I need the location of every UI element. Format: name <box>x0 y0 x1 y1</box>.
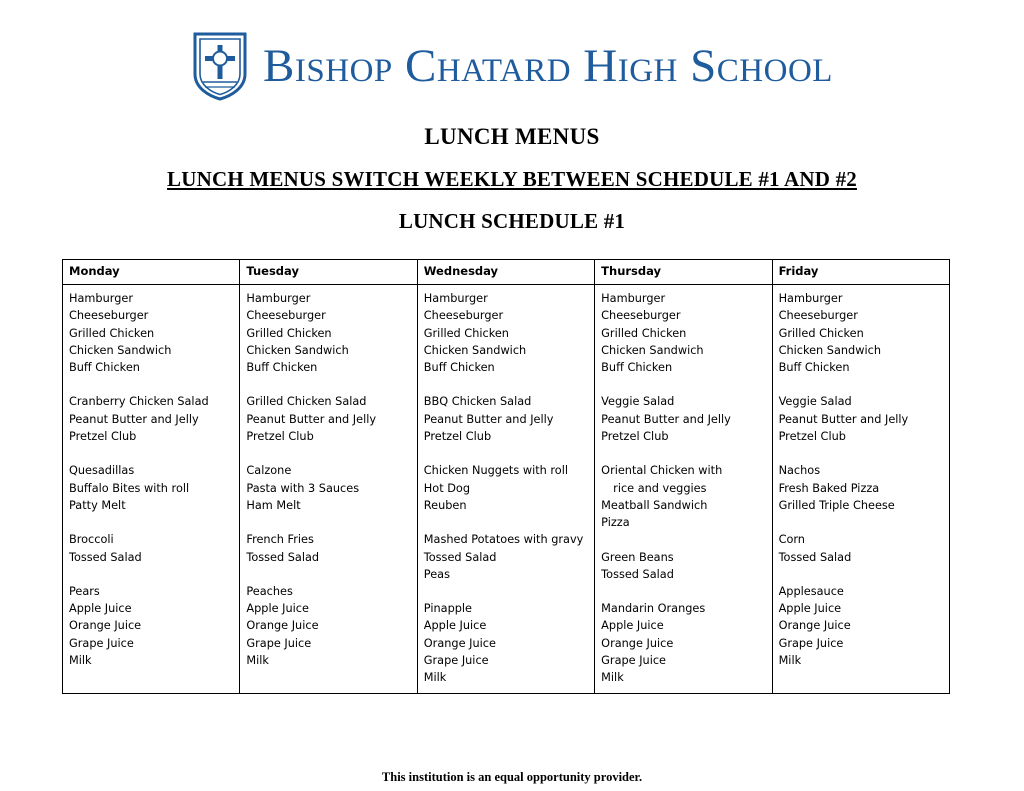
menu-item: Hamburger <box>601 292 666 305</box>
menu-item: Hamburger <box>246 292 311 305</box>
menu-item: Chicken Sandwich <box>69 343 172 357</box>
menu-item: Tossed Salad <box>601 567 674 581</box>
menu-item: Peaches <box>246 584 293 598</box>
column-header-monday: Monday <box>63 260 240 285</box>
menu-group <box>601 549 765 584</box>
menu-group <box>601 290 765 376</box>
menu-group <box>779 393 943 445</box>
footer-note: This institution is an equal opportunity provider. <box>381 770 643 784</box>
menu-item: Cranberry Chicken Salad <box>69 395 209 409</box>
menu-cell-thursday <box>595 285 772 694</box>
menu-group <box>779 583 943 669</box>
menu-item: Orange Juice <box>423 636 496 650</box>
menu-item: Tossed Salad <box>778 550 852 564</box>
menu-item: Tossed Salad <box>69 550 142 564</box>
menu-cell-wednesday <box>417 285 594 694</box>
menu-item: Chicken Sandwich <box>601 343 704 357</box>
table-row <box>63 285 950 694</box>
menu-item: Pretzel Club <box>601 430 669 444</box>
menu-item: Grilled Chicken <box>69 326 155 340</box>
menu-item: Grilled Chicken Salad <box>246 395 367 409</box>
menu-group <box>779 462 943 514</box>
menu-item: Buff Chicken <box>246 361 318 375</box>
menu-item: rice and veggies <box>613 481 707 495</box>
school-crest-icon <box>191 30 249 102</box>
menu-item: Quesadillas <box>69 464 135 478</box>
menu-item: Grape Juice <box>423 654 489 668</box>
menu-item: Pinapple <box>423 602 472 616</box>
menu-item: Apple Juice <box>69 602 132 616</box>
menu-item: Corn <box>778 533 805 547</box>
menu-group <box>424 600 588 686</box>
menu-item: Hot Dog <box>423 481 470 495</box>
menu-item: Ham Melt <box>246 498 301 512</box>
menu-cell-friday <box>772 285 949 694</box>
menu-item: Tossed Salad <box>246 550 320 564</box>
menu-table <box>62 259 950 694</box>
menu-cell-tuesday <box>240 285 417 694</box>
menu-item: Chicken Sandwich <box>423 343 527 357</box>
menu-item: Cheeseburger <box>246 309 326 323</box>
menu-item: Cheeseburger <box>423 309 504 323</box>
menu-item: Grilled Chicken <box>778 326 864 340</box>
menu-item: Grilled Triple Cheese <box>778 498 895 512</box>
menu-item: Milk <box>246 654 269 668</box>
menu-item: Cheeseburger <box>601 309 681 323</box>
menu-group <box>69 462 233 514</box>
menu-item: Pretzel Club <box>423 430 492 444</box>
menu-item: Chicken Sandwich <box>778 343 881 357</box>
menu-item: Calzone <box>246 464 292 478</box>
menu-group <box>69 393 233 445</box>
column-header-thursday: Thursday <box>595 260 772 285</box>
page-subtitle: LUNCH MENUS SWITCH WEEKLY BETWEEN SCHEDULE #1 AND #2 <box>167 167 857 191</box>
menu-group <box>246 583 410 669</box>
menu-item: Buff Chicken <box>778 361 850 375</box>
menu-item: Milk <box>601 671 624 685</box>
menu-item: Milk <box>423 671 447 685</box>
menu-item: Orange Juice <box>246 619 319 633</box>
menu-item: Apple Juice <box>778 602 842 616</box>
menu-group <box>246 531 410 566</box>
menu-item: Chicken Nuggets with roll <box>423 464 568 478</box>
menu-group <box>246 290 410 376</box>
menu-item: Peanut Butter and Jelly <box>601 412 731 426</box>
menu-item: Fresh Baked Pizza <box>778 481 880 495</box>
menu-item: Pears <box>69 584 100 598</box>
menu-item: Broccoli <box>69 533 114 547</box>
menu-cell-monday <box>63 285 240 694</box>
menu-item: Pizza <box>601 516 630 530</box>
menu-item: Orange Juice <box>601 636 674 650</box>
school-name: Bishop Chatard High School <box>263 39 833 92</box>
menu-item: Green Beans <box>601 550 674 564</box>
menu-item: Patty Melt <box>69 498 126 512</box>
menu-item: Meatball Sandwich <box>601 498 708 512</box>
menu-item: Hamburger <box>423 292 488 305</box>
menu-item: Orange Juice <box>778 619 851 633</box>
menu-item: Peas <box>423 567 450 581</box>
menu-item: Buff Chicken <box>601 361 673 375</box>
menu-item: Grilled Chicken <box>246 326 332 340</box>
schedule-heading: LUNCH SCHEDULE #1 <box>398 209 626 233</box>
menu-item: Pretzel Club <box>778 430 846 444</box>
menu-table-wrapper <box>62 259 950 694</box>
page-title: LUNCH MENUS <box>424 124 600 149</box>
menu-group <box>779 290 943 376</box>
menu-item: Pretzel Club <box>246 430 314 444</box>
menu-item: Oriental Chicken with <box>601 464 723 478</box>
menu-item: Cheeseburger <box>778 309 858 323</box>
menu-item: Cheeseburger <box>69 309 149 323</box>
menu-item: Grape Juice <box>69 636 134 650</box>
menu-item: Veggie Salad <box>778 395 852 409</box>
menu-item: Pasta with 3 Sauces <box>246 481 360 495</box>
column-header-wednesday: Wednesday <box>417 260 594 285</box>
menu-item: Mashed Potatoes with gravy <box>423 533 584 547</box>
menu-group <box>424 290 588 376</box>
menu-item: Orange Juice <box>69 619 142 633</box>
menu-item: Grilled Chicken <box>601 326 687 340</box>
menu-item: Apple Juice <box>423 619 487 633</box>
column-header-tuesday: Tuesday <box>240 260 417 285</box>
menu-item: Grape Juice <box>601 654 666 668</box>
menu-item: Grilled Chicken <box>423 326 509 340</box>
menu-item: Veggie Salad <box>601 395 675 409</box>
menu-item: Reuben <box>423 498 467 512</box>
menu-group <box>424 531 588 583</box>
menu-item: Hamburger <box>69 292 133 305</box>
menu-item: Applesauce <box>778 584 844 598</box>
menu-group <box>69 290 233 376</box>
menu-group <box>246 462 410 514</box>
menu-item: French Fries <box>246 533 314 547</box>
menu-group <box>601 462 765 531</box>
menu-item: Apple Juice <box>601 619 664 633</box>
menu-item: Apple Juice <box>246 602 309 616</box>
menu-item: Buffalo Bites with roll <box>69 481 190 495</box>
menu-item: BBQ Chicken Salad <box>423 395 532 409</box>
column-header-friday: Friday <box>772 260 949 285</box>
menu-item: Milk <box>69 654 92 668</box>
menu-group <box>424 462 588 514</box>
menu-item: Peanut Butter and Jelly <box>246 412 377 426</box>
menu-group <box>424 393 588 445</box>
menu-group <box>601 393 765 445</box>
menu-item: Hamburger <box>778 292 843 305</box>
menu-item: Peanut Butter and Jelly <box>778 412 909 426</box>
menu-group <box>69 531 233 566</box>
menu-group <box>246 393 410 445</box>
menu-group <box>601 600 765 686</box>
menu-item: Grape Juice <box>246 636 312 650</box>
menu-item: Tossed Salad <box>423 550 497 564</box>
menu-item: Grape Juice <box>778 636 844 650</box>
menu-item: Peanut Butter and Jelly <box>423 412 554 426</box>
menu-item: Mandarin Oranges <box>601 602 706 616</box>
menu-item: Buff Chicken <box>69 361 140 375</box>
menu-item: Buff Chicken <box>423 361 495 375</box>
menu-item: Chicken Sandwich <box>246 343 349 357</box>
menu-item: Nachos <box>778 464 821 478</box>
menu-item: Milk <box>778 654 802 668</box>
table-header-row <box>63 260 950 285</box>
menu-group <box>779 531 943 566</box>
menu-item: Pretzel Club <box>69 430 137 444</box>
menu-item: Peanut Butter and Jelly <box>69 412 199 426</box>
menu-group <box>69 583 233 669</box>
document-header <box>0 0 1024 102</box>
